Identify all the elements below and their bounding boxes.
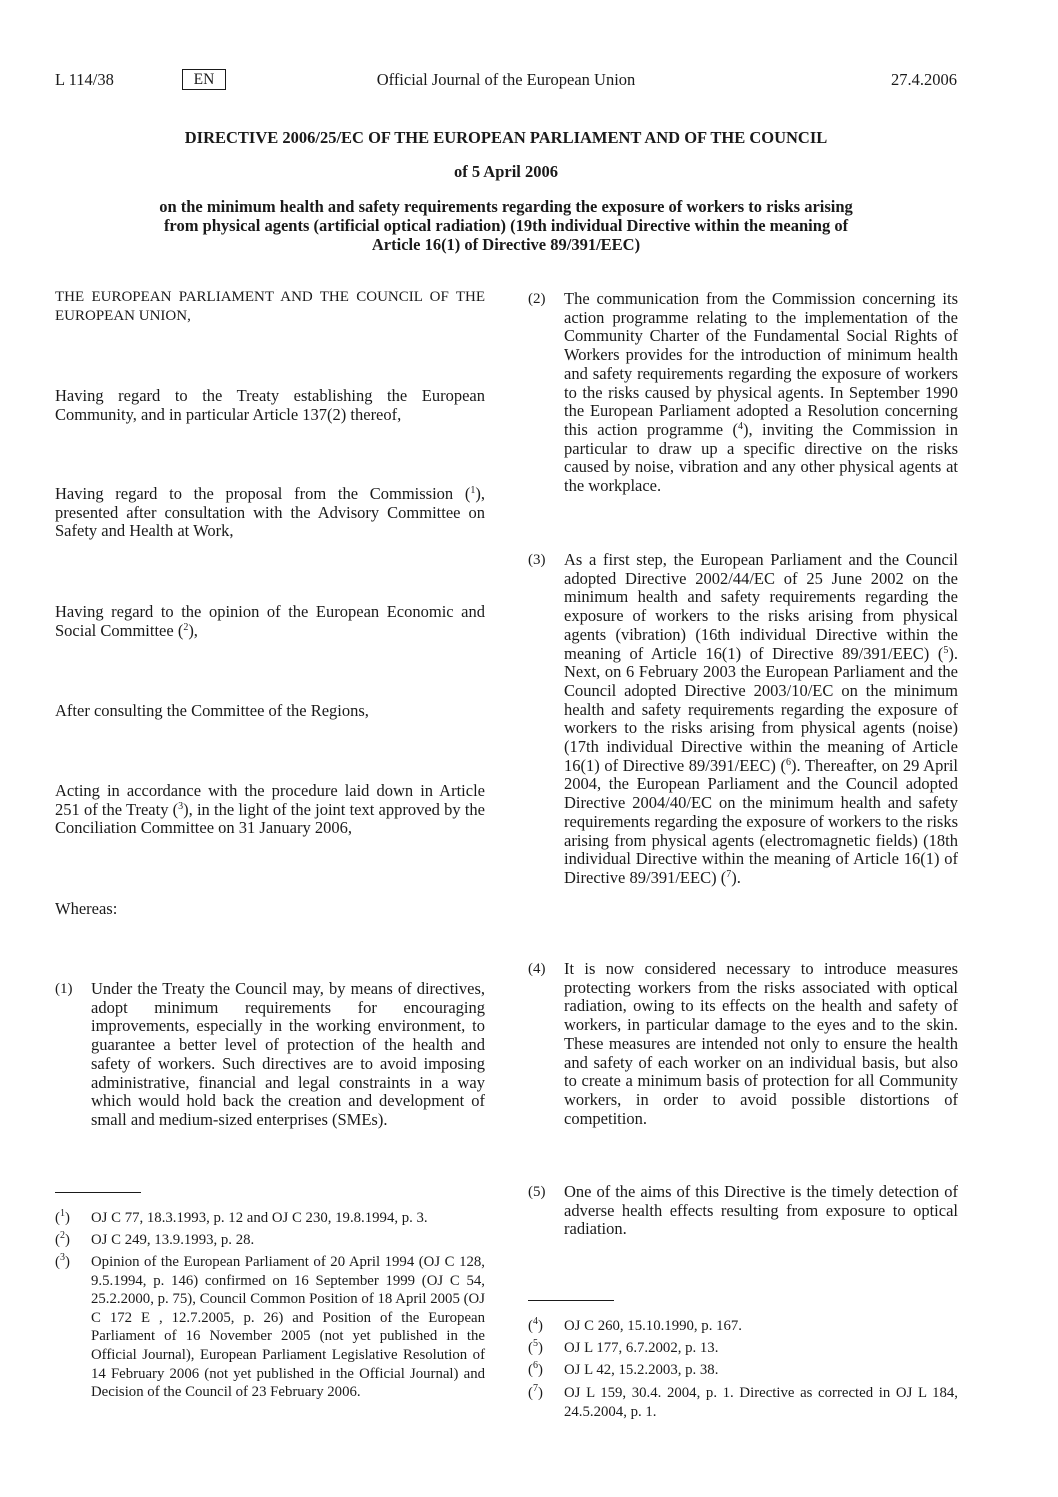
whereas-heading: Whereas:	[55, 899, 118, 918]
footnote-ref-4[interactable]: 4	[737, 420, 743, 432]
journal-reference: L 114/38	[55, 70, 114, 89]
recital-number: (1)	[55, 981, 73, 997]
recital-text: As a first step, the European Parliament and the Council adopted Directive 2002/44/EC of 25 June 2002 on the minimum health and safety requirements regarding the exposure of workers to the risks arising from physical agents (vibration) (16th individual Directive within the meaning of Article 16(1) of Directive 89/391/EEC) ($^5$). Next, on 6 February 2003 the European Parliament and the Council adopted Directive 2003/10/EC on the minimum health and safety requirements regarding the exposure of workers to the risks arising from physical agents (noise) (17th individual Directive within the meaning of Article 16(1) of Directive 89/391/EEC) ($^6$). Thereafter, on 29 April 2004, the European Parliament and the Council adopted Directive 2004/40/EC on the minimum health and safety requirements regarding the exposure of workers to the risks arising from physical agents (electromagnetic fields) (18th individual Directive within the meaning of Article 16(1) of Directive 89/391/EEC) ($^7$).	[564, 550, 958, 887]
footnote-ref-7[interactable]: 7	[726, 868, 732, 880]
citation-treaty: Having regard to the Treaty establishing the European Community, and in particular Article 137(2) thereof,	[55, 386, 485, 424]
recital-text: Under the Treaty the Council may, by means of directives, adopt minimum requirements for encouraging improvements, especially in the working environment, to guarantee a better level of protection of the health and safety of workers. Such directives are to avoid imposing administrative, financial and legal constraints in a way which would hold back the creation and development of small and medium-sized enterprises (SMEs).	[91, 979, 485, 1129]
directive-date: of 5 April 2006	[453, 162, 559, 181]
footnote-ref-6[interactable]: 6	[786, 756, 792, 768]
recital-number: (4)	[528, 961, 546, 977]
journal-title: Official Journal of the European Union	[376, 70, 636, 89]
footnote-separator-right	[528, 1300, 614, 1301]
preamble-intro: THE EUROPEAN PARLIAMENT AND THE COUNCIL OF THE EUROPEAN UNION,	[55, 289, 485, 324]
recital-text: It is now considered necessary to introduce measures protecting workers from the risks associated with optical radiation, owing to its effects on the health and safety of workers, in particular damage to the eyes and to the skin. These measures are intended not only to ensure the health and safety of each worker on an individual basis, but also to create a minimum basis of protection for all Community workers, in order to avoid possible distortions of competition.	[564, 959, 958, 1128]
footnote-ref-3[interactable]: 3	[178, 800, 184, 812]
footnote-ref-2[interactable]: 2	[183, 621, 189, 633]
citation-esc-opinion: Having regard to the opinion of the European Economic and Social Committee ($^2$),	[55, 602, 485, 640]
recital-number: (2)	[528, 291, 546, 307]
footnote-ref-1[interactable]: 1	[470, 485, 476, 496]
directive-title: DIRECTIVE 2006/25/EC OF THE EUROPEAN PARLIAMENT AND OF THE COUNCIL	[184, 128, 828, 147]
recital-number: (3)	[528, 552, 546, 568]
footnote-separator-left	[55, 1192, 141, 1193]
publication-date: 27.4.2006	[891, 70, 957, 89]
citation-proposal: Having regard to the proposal from the Commission ($^1$), presented after consultation with the Advisory Committee on Safety and Health at Work,	[55, 484, 485, 541]
recital-number: (5)	[528, 1184, 546, 1200]
page-header	[55, 70, 957, 94]
citation-procedure: Acting in accordance with the procedure laid down in Article 251 of the Treaty ($^3$), in the light of the joint text approved by the Conciliation Committee on 31 January 2006,	[55, 781, 485, 838]
citation-regions: After consulting the Committee of the Regions,	[55, 701, 369, 720]
recital-text: The communication from the Commission concerning its action programme relating to the implementation of the Community Charter of the Fundamental Social Rights of Workers provides for the introduction of minimum health and safety requirements regarding the exposure of workers to the risks caused by physical agents. In September 1990 the European Parliament adopted a Resolution concerning this action programme ($^4$), inviting the Commission in particular to draw up a specific directive on the risks caused by noise, vibration and any other physical agents at the workplace.	[564, 289, 958, 496]
document-page: L 114/38 Official Journal of the European Union EN 27.4.2006 DIRECTIVE 2006/25/EC OF THE EUROPEAN PARLIAMENT AND OF THE COUNCIL of 5 April 2006 on the minimum health and safety requirements regarding the exposure of workers to risks arising from physical agents (artificial optical radiation) (19th individual Directive within the meaning of Article 16(1) of Directive 89/391/EEC) THE EUROPEAN PARLIAMENT AND THE COUNCIL OF THE EUROPEAN UNION, Having regard to the Treaty establishing the European Community, and in particular Article 137(2) thereof, Having regard to the proposal from the Commission ($^1$), presented after consultation with the Advisory Committee on Safety and Health at Work, Having regard to the opinion of the European Economic and Social Committee ($^2$), After consulting the Committee of the Regions, Acting in accordance with the procedure laid down in Article 251 of the Treaty ($^3$), in the light of the joint text approved by the Conciliation Committee on 31 January 2006, Whereas: (1) Under the Treaty the Council may, by means of directives, adopt minimum requirements for encouraging improvements, especially in the working environment, to guarantee a better level of protection of the health and safety of workers. Such directives are to avoid imposing administrative, financial and legal constraints in a way which would hold back the creation and development of small and medium-sized enterprises (SMEs). ($^1$) OJ C 77, 18.3.1993, p. 12 and OJ C 230, 19.8.1994, p. 3. ($^2$) OJ C 249, 13.9.1993, p. 28. ($^3$) Opinion of the European Parliament of 20 April 1994 (OJ C 128, 9.5.1994, p. 146) confirmed on 16 September 1999 (OJ C 54, 25.2.2000, p. 75), Council Common Position of 18 April 2005 (OJ C 172 E , 12.7.2005, p. 26) and Position of the European Parliament of 16 November 2005 (not yet published in the Official Journal), European Parliament Legislative Resolution of 14 February 2006 (not yet published in the Official Journal) and Decision of the Council of 23 February 2006. (2) The communication from the Commission concerning its action programme relating to the implementation of the Community Charter of the Fundamental Social Rights of Workers provides for the introduction of minimum health and safety requirements regarding the exposure of workers to the risks caused by physical agents. In September 1990 the European Parliament adopted a Resolution concerning this action programme ($^4$), inviting the Commission in particular to draw up a specific directive on the risks caused by noise, vibration and any other physical agents at the workplace. (3) As a first step, the European Parliament and the Council adopted Directive 2002/44/EC of 25 June 2002 on the minimum health and safety requirements regarding the exposure of workers to the risks arising from physical agents (vibration) (16th individual Directive within the meaning of Article 16(1) of Directive 89/391/EEC) ($^5$). Next, on 6 February 2003 the European Parliament and the Council adopted Directive 2003/10/EC on the minimum health and safety requirements regarding the exposure of workers to the risks arising from physical agents (noise) (17th individual Directive within the meaning of Article 16(1) of Directive 89/391/EEC) ($^6$). Thereafter, on 29 April 2004, the European Parliament and the Council adopted Directive 2004/40/EC on the minimum health and safety requirements regarding the exposure of workers to the risks arising from physical agents (electromagnetic fields) (18th individual Directive within the meaning of Article 16(1) of Directive 89/391/EEC) ($^7$). (4) It is now considered necessary to introduce measures protecting workers from the risks associated with optical radiation, owing to its effects on the health and safety of workers, in particular damage to the eyes and to the skin. These measures are intended not only to ensure the health and safety of each worker on an individual basis, but also to create a minimum basis of protection for all Community workers, in order to avoid possible distortions of competition. (5) One of the aims of this Directive is the timely detection of adverse health effects resulting from exposure to optical radiation. ($^4$) OJ C 260, 15.10.1990, p. 167. ($^5$) OJ L 177, 6.7.2002, p. 13. ($^6$) OJ L 42, 15.2.2003, p. 38. ($^7$) OJ L 159, 30.4. 2004, p. 1. Directive as corrected in OJ L 184, 24.5.2004, p. 1.	[55, 70, 958, 1420]
language-badge: EN	[182, 69, 226, 90]
recital-text: One of the aims of this Directive is the timely detection of adverse health effects resulting from exposure to optical radiation.	[564, 1182, 958, 1239]
footnote-ref-5[interactable]: 5	[943, 644, 949, 656]
directive-subject: on the minimum health and safety requirements regarding the exposure of workers to risks arising from physical agents (artificial optical radiation) (19th individual Directive within the meaning of Article 16(1) of Directive 89/391/EEC)	[159, 197, 853, 254]
